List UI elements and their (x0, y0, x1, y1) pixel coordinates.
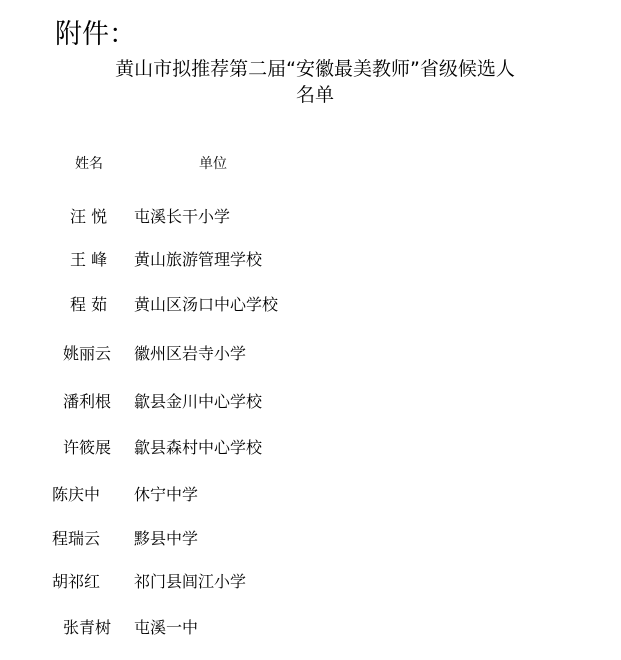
table-row (0, 571, 621, 597)
candidate-unit: 黄山区汤口中心学校 (134, 295, 279, 314)
candidate-unit: 屯溪一中 (134, 618, 199, 637)
table-row (0, 391, 621, 417)
table-row (0, 343, 621, 369)
candidate-unit: 休宁中学 (134, 485, 199, 504)
candidate-unit: 屯溪长干小学 (134, 207, 231, 226)
column-header-unit: 单位 (199, 156, 227, 172)
attachment-label: 附件： (55, 19, 136, 50)
candidate-unit: 徽州区岩寺小学 (134, 344, 247, 363)
candidate-unit: 歙县森村中心学校 (134, 438, 263, 457)
table-row (0, 528, 621, 554)
title-line-1: 黄山市拟推荐第二届“安徽最美教师”省级候选人 (115, 58, 515, 80)
candidate-name: 汪 悦 (70, 207, 108, 226)
table-row (0, 249, 621, 275)
table-row (0, 206, 621, 232)
title-line-2: 名单 (295, 84, 334, 106)
candidate-unit: 歙县金川中心学校 (134, 392, 263, 411)
candidate-name: 张青树 (63, 618, 112, 637)
candidate-unit: 黄山旅游管理学校 (134, 250, 263, 269)
table-row (0, 437, 621, 463)
column-header-name: 姓名 (75, 156, 103, 172)
table-row (0, 617, 621, 643)
candidate-name: 许筱展 (63, 438, 112, 457)
candidate-name: 陈庆中 (52, 485, 101, 504)
candidate-name: 潘利根 (63, 392, 112, 411)
document-title (60, 56, 570, 108)
table-row (0, 294, 621, 320)
candidate-name: 胡祁红 (52, 572, 101, 591)
candidate-unit: 祁门县闾江小学 (134, 572, 247, 591)
candidate-name: 程 茹 (70, 295, 108, 314)
candidate-name: 姚丽云 (63, 344, 112, 363)
candidate-name: 王 峰 (70, 250, 108, 269)
candidate-unit: 黟县中学 (134, 529, 199, 548)
table-row (0, 484, 621, 510)
candidate-name: 程瑞云 (52, 529, 101, 548)
